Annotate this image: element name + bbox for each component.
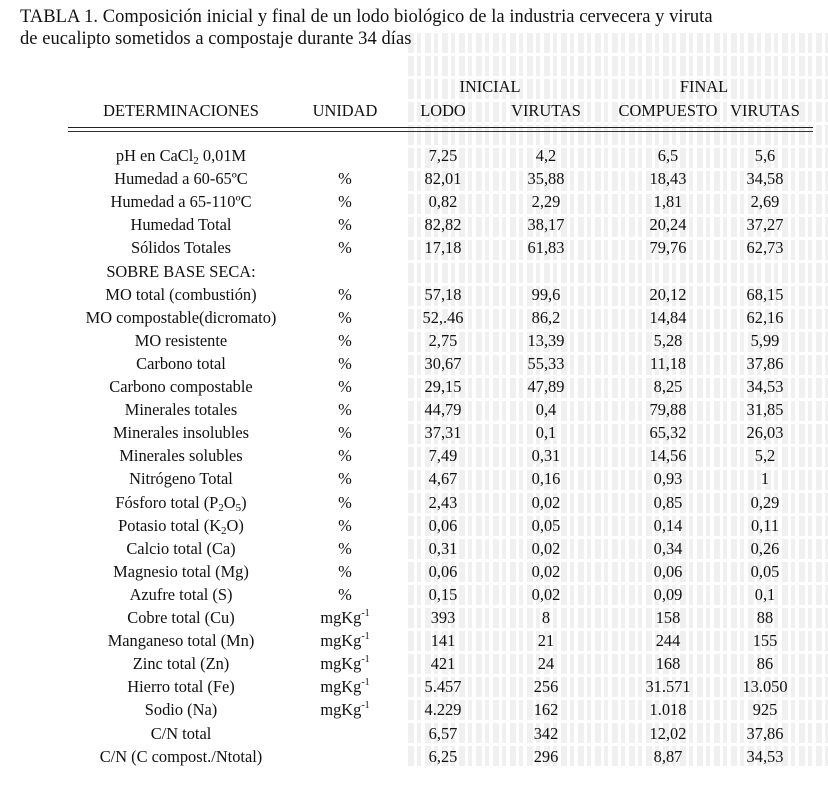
cell-unit: % (338, 446, 352, 466)
cell-lodo: 2,75 (428, 330, 458, 350)
caption-line-1: TABLA 1. Composición inicial y final de un lodo biológico de la industria cervecera y viruta (20, 7, 713, 27)
cell-lodo: 0,06 (428, 515, 458, 535)
cell-virutas-final: 37,86 (746, 723, 784, 743)
cell-virutas-final: 13.050 (742, 677, 788, 697)
cell-determinacion: Humedad a 60-65ºC (114, 169, 248, 189)
cell-virutas-final: 1 (760, 469, 770, 489)
cell-compuesto: 0,34 (653, 538, 683, 558)
cell-determinacion: Potasio total $(K_2O)$ (118, 515, 244, 537)
cell-virutas-initial: 8 (541, 608, 551, 627)
cell-virutas-initial: 0,31 (531, 446, 561, 466)
cell-determinacion: Minerales solubles (119, 446, 243, 466)
cell-compuesto: 18,43 (649, 169, 687, 189)
cell-virutas-final: 0,29 (750, 492, 780, 512)
cell-virutas-initial: 0,4 (535, 400, 557, 420)
cell-virutas-final: 26,03 (746, 423, 784, 443)
cell-lodo: 0,82 (428, 192, 458, 212)
cell-determinacion: Minerales insolubles (112, 423, 250, 443)
cell-compuesto: 14,56 (649, 446, 687, 466)
cell-determinacion: Hierro total (Fe) (127, 677, 235, 697)
cell-determinacion: Fósforo total $(P_2O_5)$ (115, 492, 247, 514)
cell-determinacion: Sodio (Na) (144, 700, 218, 720)
cell-compuesto: 31.571 (645, 677, 691, 697)
cell-unit: mgKg$^{-1}$ (320, 654, 370, 674)
header-lodo: LODO (420, 101, 466, 120)
cell-compuesto: 5,28 (653, 330, 683, 350)
cell-lodo: 30,67 (424, 353, 462, 373)
cell-compuesto: 14,84 (649, 307, 687, 327)
cell-determinacion: Humedad Total (130, 215, 232, 235)
cell-lodo: 141 (430, 631, 456, 651)
header-rule-top (68, 127, 813, 128)
cell-virutas-final: 34,53 (746, 746, 784, 766)
cell-lodo: 29,15 (424, 377, 462, 396)
cell-lodo: 393 (430, 608, 456, 627)
cell-determinacion: Sólidos Totales (130, 238, 232, 258)
cell-determinacion: SOBRE BASE SECA: (106, 261, 256, 281)
cell-unit: % (338, 492, 352, 512)
cell-compuesto: 0,14 (653, 515, 683, 535)
cell-determinacion: Zinc total (Zn) (132, 654, 230, 674)
cell-virutas-initial: 0,1 (535, 423, 557, 443)
cell-virutas-initial: 99,6 (531, 284, 561, 304)
cell-determinacion: C/N (C compost./Ntotal) (99, 746, 263, 766)
cell-unit: % (338, 400, 352, 420)
cell-virutas-final: 37,27 (746, 215, 784, 235)
header-virutas-initial: VIRUTAS (511, 101, 581, 120)
cell-virutas-final: 155 (752, 631, 778, 651)
cell-compuesto: 8,25 (653, 377, 683, 396)
cell-compuesto: 65,32 (649, 423, 687, 443)
cell-unit: % (338, 238, 352, 258)
cell-lodo: 57,18 (424, 284, 462, 304)
cell-unit: % (338, 215, 352, 235)
cell-virutas-final: 86 (756, 654, 774, 674)
cell-virutas-final: 37,86 (746, 353, 784, 373)
cell-lodo: 0,15 (428, 584, 458, 604)
cell-compuesto: 1.018 (649, 700, 687, 720)
cell-unit: % (338, 515, 352, 535)
cell-compuesto: 168 (655, 654, 681, 674)
cell-virutas-final: 2,69 (750, 192, 780, 212)
cell-virutas-initial: 2,29 (531, 192, 561, 212)
cell-virutas-final: 62,73 (746, 238, 784, 258)
cell-compuesto: 11,18 (649, 353, 687, 373)
cell-virutas-initial: 256 (533, 677, 559, 697)
cell-unit: mgKg$^{-1}$ (320, 677, 370, 697)
cell-compuesto: 244 (655, 631, 681, 651)
header-virutas-final: VIRUTAS (730, 101, 800, 120)
cell-virutas-final: 0,1 (754, 584, 776, 604)
cell-lodo: 0,06 (428, 561, 458, 581)
cell-determinacion: Carbono compostable (109, 377, 253, 396)
cell-compuesto: 20,12 (649, 284, 687, 304)
cell-virutas-initial: 35,88 (527, 169, 565, 189)
cell-determinacion: Humedad a 65-110ºC (110, 192, 252, 212)
cell-determinacion: Carbono total (136, 353, 226, 373)
cell-determinacion: Manganeso total (Mn) (107, 631, 255, 651)
cell-virutas-final: 0,11 (750, 515, 780, 535)
header-group-final: FINAL (679, 77, 729, 96)
header-compuesto: COMPUESTO (618, 101, 718, 120)
cell-virutas-final: 5,6 (754, 146, 776, 165)
cell-determinacion: MO resistente (134, 330, 228, 350)
header-group-initial: INICIAL (459, 77, 521, 96)
cell-compuesto: 12,02 (649, 723, 687, 743)
caption-line-2: de eucalipto sometidos a compostaje durante 34 días (20, 29, 412, 49)
cell-compuesto: 1,81 (653, 192, 683, 212)
cell-lodo: 4.229 (424, 700, 462, 720)
cell-determinacion: C/N total (150, 723, 212, 743)
cell-virutas-initial: 0,16 (531, 469, 561, 489)
cell-virutas-initial: 13,39 (527, 330, 565, 350)
cell-lodo: 37,31 (424, 423, 462, 443)
cell-compuesto: 8,87 (653, 746, 683, 766)
cell-unit: mgKg$^{-1}$ (320, 631, 370, 651)
cell-lodo: 421 (430, 654, 456, 674)
cell-determinacion: Magnesio total (Mg) (113, 561, 249, 581)
cell-virutas-final: 5,99 (750, 330, 780, 350)
cell-determinacion: Azufre total (S) (129, 584, 233, 604)
cell-virutas-final: 31,85 (746, 400, 784, 420)
cell-virutas-initial: 296 (533, 746, 559, 766)
cell-virutas-initial: 86,2 (531, 307, 561, 327)
cell-virutas-initial: 0,02 (531, 561, 561, 581)
cell-lodo: 6,25 (428, 746, 458, 766)
cell-unit: % (338, 284, 352, 304)
cell-compuesto: 20,24 (649, 215, 687, 235)
cell-compuesto: 158 (655, 608, 681, 627)
cell-virutas-initial: 4,2 (535, 146, 557, 165)
header-unidad: UNIDAD (312, 101, 378, 120)
cell-lodo: 4,67 (428, 469, 458, 489)
cell-virutas-final: 925 (752, 700, 778, 720)
cell-compuesto: 6,5 (657, 146, 679, 165)
cell-compuesto: 79,88 (649, 400, 687, 420)
cell-determinacion: pH en CaCl$_2$ 0,01M (115, 146, 247, 167)
cell-unit: % (338, 307, 352, 327)
cell-lodo: 2,43 (428, 492, 458, 512)
cell-virutas-initial: 47,89 (527, 377, 565, 396)
cell-virutas-initial: 0,02 (531, 584, 561, 604)
cell-unit: % (338, 469, 352, 489)
cell-lodo: 6,57 (428, 723, 458, 743)
cell-unit: mgKg$^{-1}$ (320, 700, 370, 720)
cell-unit: % (338, 192, 352, 212)
cell-compuesto: 0,06 (653, 561, 683, 581)
cell-determinacion: Nitrógeno Total (129, 469, 233, 489)
cell-unit: % (338, 330, 352, 350)
cell-determinacion: Minerales totales (124, 400, 238, 420)
header-determinaciones: DETERMINACIONES (103, 101, 259, 120)
cell-virutas-final: 68,15 (746, 284, 784, 304)
cell-virutas-final: 5,2 (754, 446, 776, 466)
cell-lodo: 44,79 (424, 400, 462, 420)
cell-virutas-initial: 38,17 (527, 215, 565, 235)
cell-virutas-initial: 24 (537, 654, 555, 674)
cell-unit: % (338, 169, 352, 189)
cell-determinacion: Cobre total (Cu) (127, 608, 235, 627)
cell-lodo: 82,82 (424, 215, 462, 235)
cell-determinacion: MO compostable(dicromato) (85, 307, 277, 327)
cell-virutas-final: 88 (756, 608, 774, 627)
header-rule-bottom (68, 131, 813, 132)
cell-unit: % (338, 561, 352, 581)
cell-virutas-initial: 0,02 (531, 538, 561, 558)
cell-virutas-initial: 162 (533, 700, 559, 720)
cell-virutas-final: 0,05 (750, 561, 780, 581)
cell-lodo: 7,25 (428, 146, 458, 165)
cell-virutas-initial: 21 (537, 631, 555, 651)
cell-unit: mgKg$^{-1}$ (320, 608, 370, 627)
cell-virutas-initial: 342 (533, 723, 559, 743)
cell-unit: % (338, 538, 352, 558)
cell-unit: % (338, 584, 352, 604)
cell-virutas-initial: 0,05 (531, 515, 561, 535)
cell-compuesto: 0,93 (653, 469, 683, 489)
cell-virutas-final: 62,16 (746, 307, 784, 327)
cell-lodo: 0,31 (428, 538, 458, 558)
cell-lodo: 52,.46 (422, 307, 464, 327)
cell-determinacion: Calcio total (Ca) (126, 538, 236, 558)
cell-virutas-final: 34,53 (746, 377, 784, 396)
cell-compuesto: 79,76 (649, 238, 687, 258)
cell-virutas-final: 34,58 (746, 169, 784, 189)
cell-unit: % (338, 353, 352, 373)
cell-virutas-initial: 61,83 (527, 238, 565, 258)
cell-virutas-final: 0,26 (750, 538, 780, 558)
cell-lodo: 5.457 (424, 677, 462, 697)
cell-unit: % (338, 423, 352, 443)
cell-lodo: 7,49 (428, 446, 458, 466)
cell-compuesto: 0,09 (653, 584, 683, 604)
cell-virutas-initial: 55,33 (527, 353, 565, 373)
cell-compuesto: 0,85 (653, 492, 683, 512)
cell-determinacion: MO total (combustión) (105, 284, 257, 304)
cell-lodo: 82,01 (424, 169, 462, 189)
cell-unit: % (338, 377, 352, 396)
cell-virutas-initial: 0,02 (531, 492, 561, 512)
cell-lodo: 17,18 (424, 238, 462, 258)
